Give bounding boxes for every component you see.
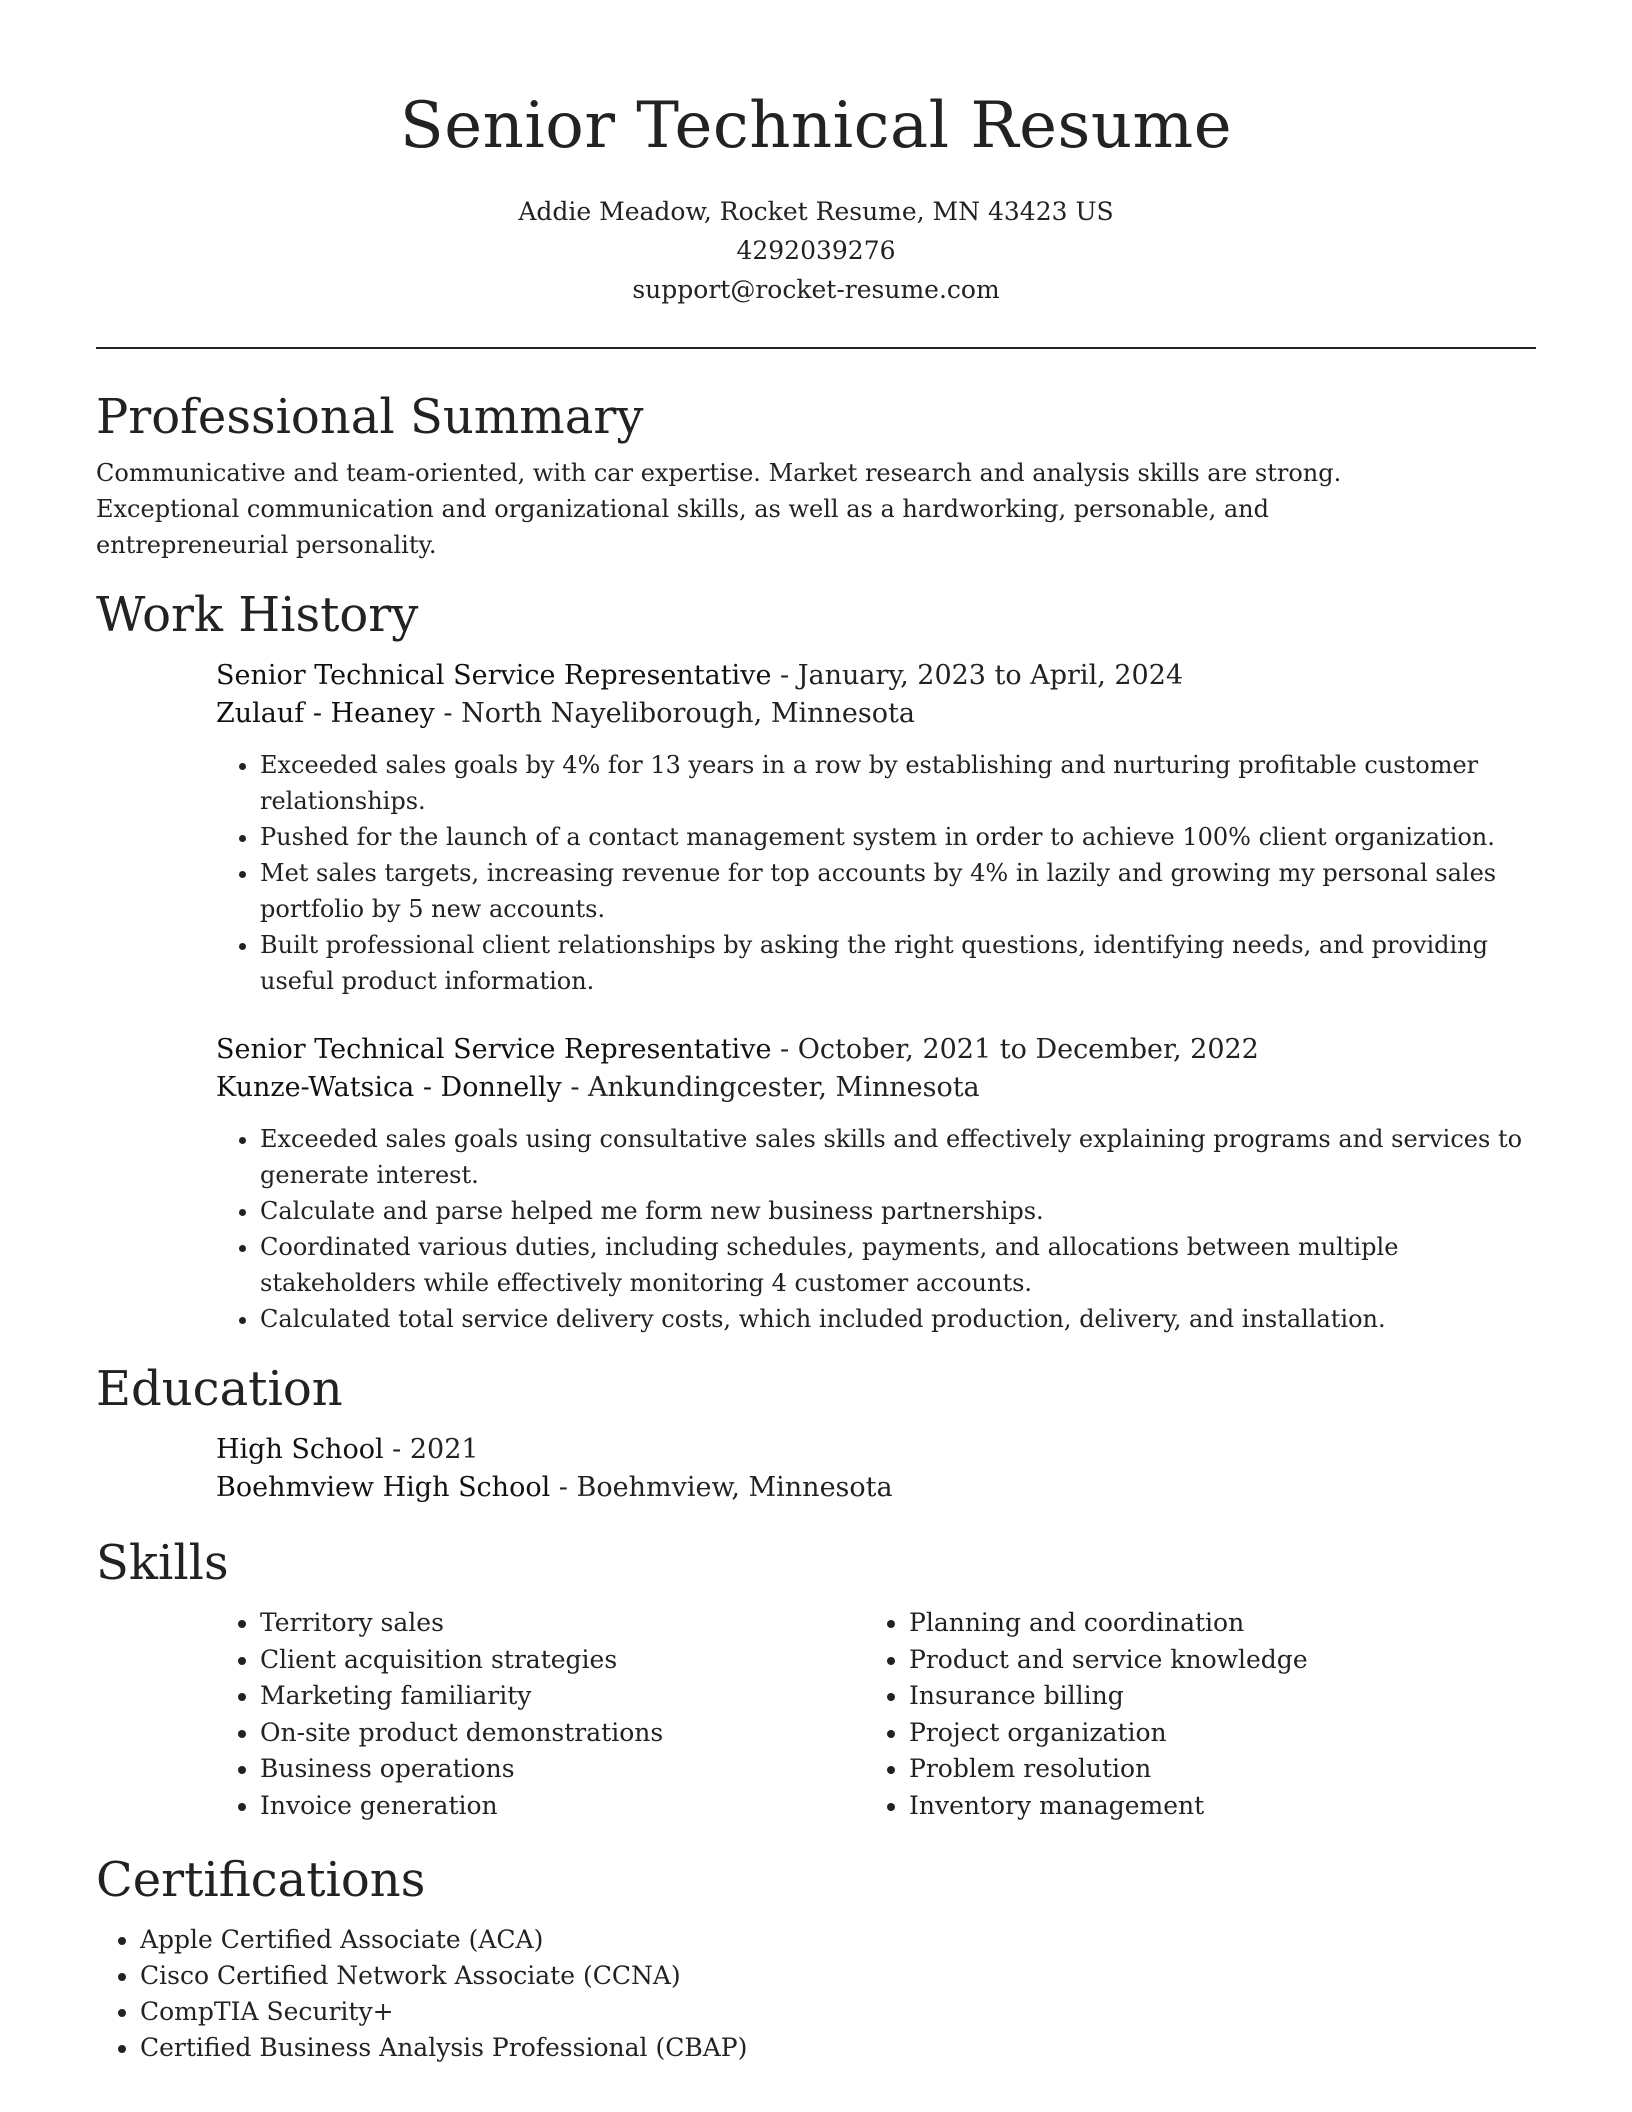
work-history-heading: Work History bbox=[96, 587, 419, 643]
job-title-line bbox=[216, 657, 1536, 695]
list-item: • Cisco Certified Network Associate (CCNA) bbox=[140, 1958, 1536, 1994]
list-item: • Built professional client relationships by asking the right questions, identifying needs, and providing useful product information. bbox=[260, 927, 1536, 999]
job-company: Kunze-Watsica - Donnelly bbox=[216, 1072, 562, 1103]
education-year: - 2021 bbox=[383, 1434, 479, 1465]
list-item: • Client acquisition strategies bbox=[260, 1642, 865, 1679]
list-item: • Invoice generation bbox=[260, 1788, 865, 1825]
resume-title: Senior Technical Resume bbox=[399, 89, 1233, 163]
job-position: Senior Technical Service Representative bbox=[216, 660, 772, 691]
education-degree-line bbox=[216, 1431, 1536, 1469]
contact-phone: 4292039276 bbox=[736, 236, 896, 265]
job-location: - Ankundingcester, Minnesota bbox=[561, 1072, 980, 1103]
contact-address: Addie Meadow, Rocket Resume, MN 43423 US bbox=[518, 197, 1114, 226]
work-history-section bbox=[96, 585, 1536, 1337]
list-item: • Certified Business Analysis Professional (CBAP) bbox=[140, 2030, 1536, 2066]
summary-heading: Professional Summary bbox=[96, 389, 644, 445]
job-entry bbox=[216, 1031, 1536, 1337]
list-item: • Coordinated various duties, including schedules, payments, and allocations between multiple stakeholders while effectively monitoring 4 customer accounts. bbox=[260, 1229, 1536, 1301]
certifications-heading: Certifications bbox=[96, 1852, 426, 1908]
certifications-section bbox=[96, 1850, 1536, 2066]
skills-list-right bbox=[865, 1605, 1514, 1824]
contact-email: support@rocket-resume.com bbox=[632, 275, 1000, 304]
list-item: • Product and service knowledge bbox=[909, 1642, 1514, 1679]
list-item: • Apple Certified Associate (ACA) bbox=[140, 1922, 1536, 1958]
list-item: • Marketing familiarity bbox=[260, 1678, 865, 1715]
resume-header bbox=[96, 0, 1536, 309]
education-heading: Education bbox=[96, 1361, 343, 1417]
list-item: • Planning and coordination bbox=[909, 1605, 1514, 1642]
skills-heading: Skills bbox=[96, 1535, 229, 1591]
job-company-line bbox=[216, 1069, 1536, 1107]
list-item: • CompTIA Security+ bbox=[140, 1994, 1536, 2030]
contact-block bbox=[96, 192, 1536, 309]
job-location: - North Nayeliborough, Minnesota bbox=[434, 698, 915, 729]
education-location: - Boehmview, Minnesota bbox=[550, 1472, 893, 1503]
list-item: • Territory sales bbox=[260, 1605, 865, 1642]
list-item: • Inventory management bbox=[909, 1788, 1514, 1825]
job-position: Senior Technical Service Representative bbox=[216, 1034, 772, 1065]
job-company-line bbox=[216, 695, 1536, 733]
job-dates: - January, 2023 to April, 2024 bbox=[771, 660, 1184, 691]
job-bullets bbox=[216, 1121, 1536, 1337]
list-item: • Calculate and parse helped me form new business partnerships. bbox=[260, 1193, 1536, 1229]
list-item: • Insurance billing bbox=[909, 1678, 1514, 1715]
list-item: • Exceeded sales goals using consultative sales skills and effectively explaining programs and services to generate interest. bbox=[260, 1121, 1536, 1193]
job-dates: - October, 2021 to December, 2022 bbox=[771, 1034, 1259, 1065]
job-title-line bbox=[216, 1031, 1536, 1069]
job-entry bbox=[216, 657, 1536, 999]
list-item: • Project organization bbox=[909, 1715, 1514, 1752]
education-school-line bbox=[216, 1469, 1536, 1507]
list-item: • Calculated total service delivery costs, which included production, delivery, and installation. bbox=[260, 1301, 1536, 1337]
skills-columns bbox=[216, 1605, 1536, 1824]
education-entry bbox=[216, 1431, 1536, 1507]
list-item: • Problem resolution bbox=[909, 1751, 1514, 1788]
list-item: • Met sales targets, increasing revenue for top accounts by 4% in lazily and growing my personal sales portfolio by 5 new accounts. bbox=[260, 855, 1536, 927]
resume-page bbox=[96, 0, 1536, 2066]
education-section bbox=[96, 1359, 1536, 1507]
skills-list-left bbox=[216, 1605, 865, 1824]
job-bullets bbox=[216, 747, 1536, 999]
list-item: • On-site product demonstrations bbox=[260, 1715, 865, 1752]
job-company: Zulauf - Heaney bbox=[216, 698, 435, 729]
summary-section bbox=[96, 387, 1536, 563]
list-item: • Business operations bbox=[260, 1751, 865, 1788]
summary-text: Communicative and team-oriented, with car expertise. Market research and analysis skills are strong. Exceptional communication and organizational skills, as well as a hardworking, personable, and entrepreneurial personality. bbox=[96, 459, 1342, 559]
education-school: Boehmview High School bbox=[216, 1472, 551, 1503]
certifications-list bbox=[96, 1922, 1536, 2066]
skills-section bbox=[96, 1533, 1536, 1824]
header-divider bbox=[96, 347, 1536, 349]
education-degree: High School bbox=[216, 1434, 384, 1465]
list-item: • Pushed for the launch of a contact management system in order to achieve 100% client organization. bbox=[260, 819, 1536, 855]
list-item: • Exceeded sales goals by 4% for 13 years in a row by establishing and nurturing profitable customer relationships. bbox=[260, 747, 1536, 819]
